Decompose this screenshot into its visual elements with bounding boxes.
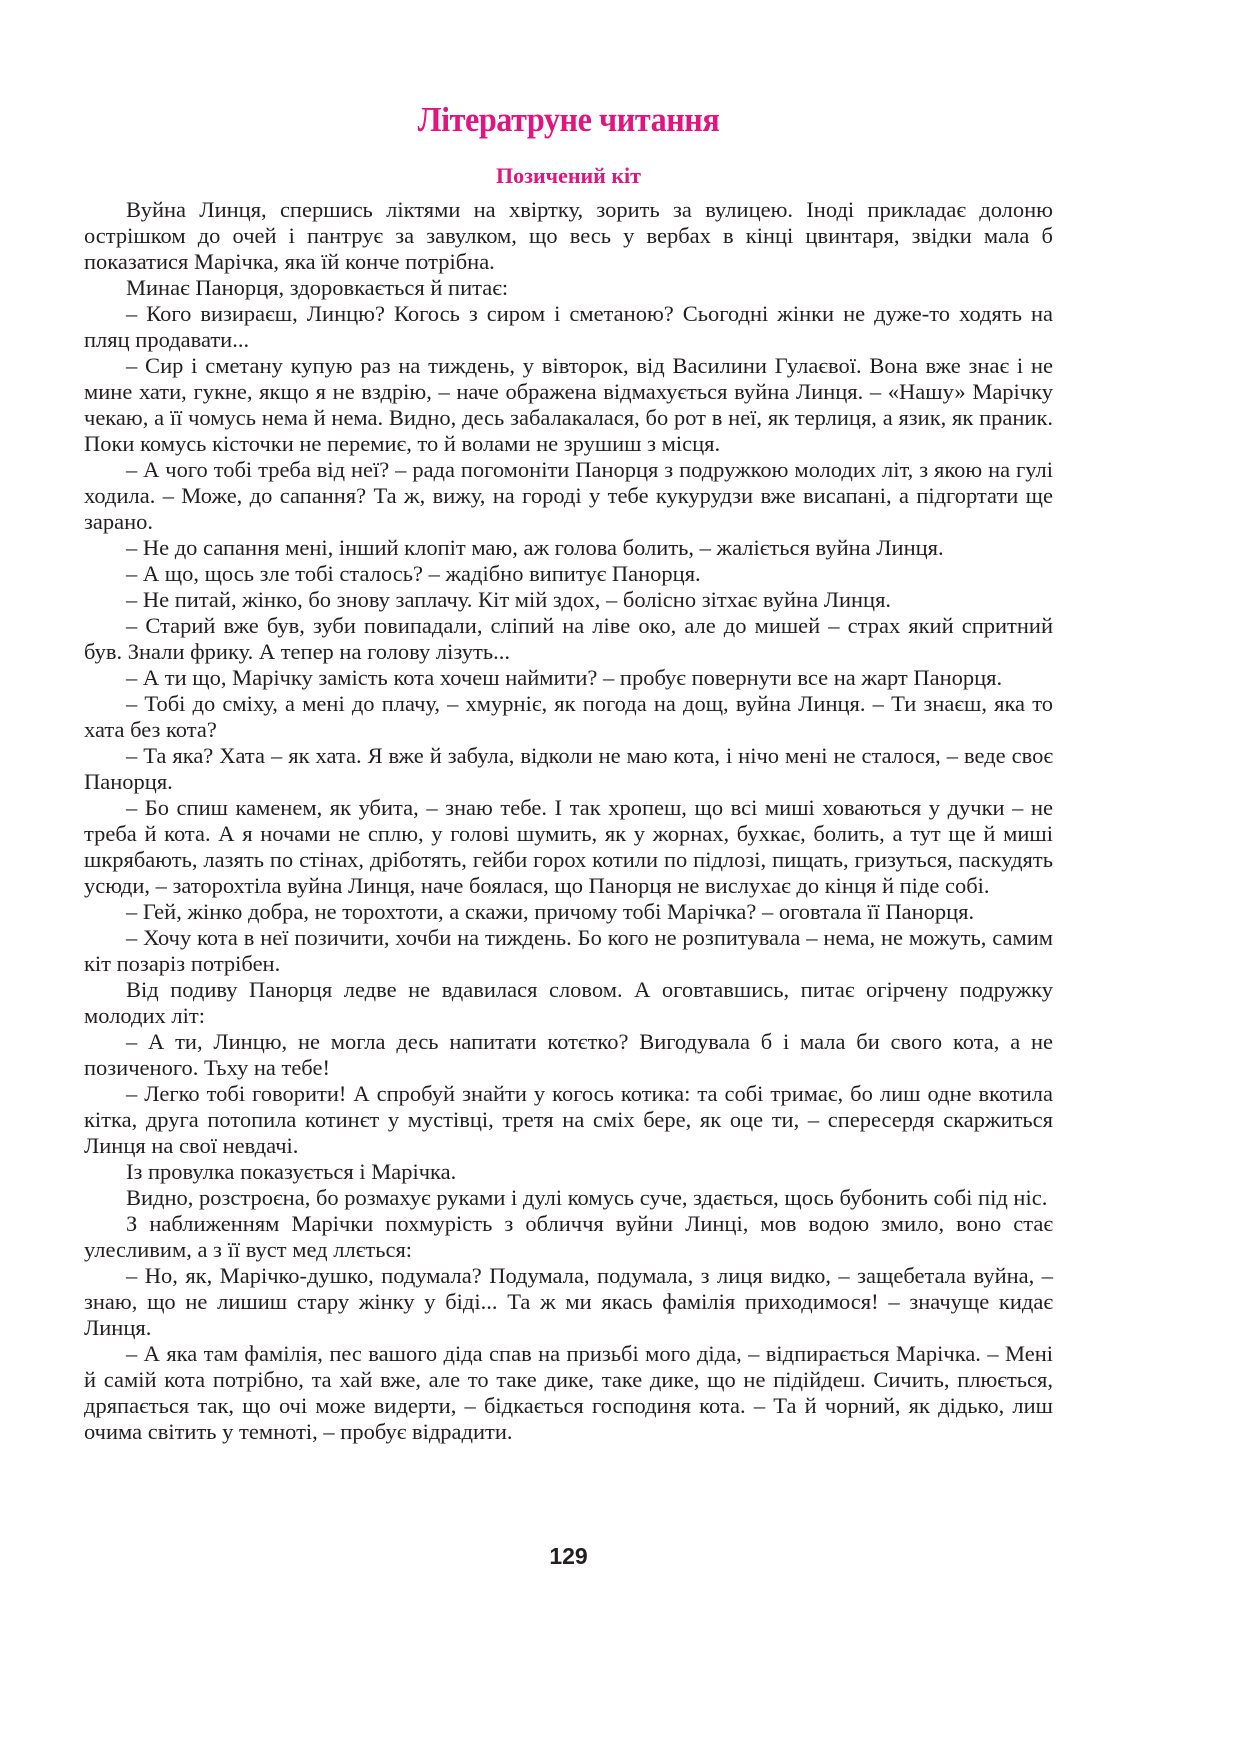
- paragraph: Вуйна Линця, спершись ліктями на хвіртку, зорить за вулицею. Іноді прикладає долоню острішком до очей і пантрує за завулком, що весь у вербах в кінці цвинтаря, звідки мала б показатися Марічка, яка їй конче потрібна.: [84, 197, 1053, 274]
- paragraph: – Гей, жінко добра, не торохтоти, а скажи, причому тобі Марічка? – оговтала її Панорця.: [126, 899, 975, 924]
- paragraph: – А ти, Линцю, не могла десь напитати котєтко? Вигодувала б і мала би свого кота, а не позиченого. Тьху на тебе!: [84, 1029, 1053, 1080]
- paragraph: – Легко тобі говорити! А спробуй знайти у когось котика: та собі тримає, бо лиш одне вкотила кітка, друга потопила котинєт у мустівці, третя на сміх бере, як оце ти, – спересердя скаржиться Линця на свої невдачі.: [84, 1081, 1053, 1158]
- paragraph: – Не до сапання мені, інший клопіт маю, аж голова болить, – жаліється вуйна Линця.: [126, 535, 944, 560]
- paragraph: Із провулка показується і Марічка.: [126, 1159, 457, 1184]
- paragraph: Видно, розстроєна, бо розмахує руками і дулі комусь суче, здається, щось бубонить собі під ніс.: [126, 1185, 1048, 1210]
- paragraph: – Не питай, жінко, бо знову заплачу. Кіт мій здох, – болісно зітхає вуйна Линця.: [126, 587, 892, 612]
- paragraph: – Но, як, Марічко-душко, подумала? Подумала, подумала, з лиця видко, – защебетала вуйна, – знаю, що не лишиш стару жінку у біді... Та ж ми якась фамілія приходимося! – значуще кидає Линця.: [84, 1263, 1053, 1340]
- paragraph: – Та яка? Хата – як хата. Я вже й забула, відколи не маю кота, і нічо мені не сталося, – веде своє Панорця.: [84, 743, 1053, 794]
- paragraph: – Бо спиш каменем, як убита, – знаю тебе. І так хропеш, що всі миші ховаються у дучки – не треба й кота. А я ночами не сплю, у голові шумить, як у жорнах, бухкає, болить, а тут ще й миші шкрябають, лазять по стінах, дріботять, гейби горох котили по підлозі, пищать, гризуться, паскудять усюди, – заторохтіла вуйна Линця, наче боялася, що Панорця не вислухає до кінця й піде собі.: [84, 795, 1053, 898]
- paragraph: – А що, щось зле тобі сталось? – жадібно випитує Панорця.: [126, 561, 701, 586]
- paragraph: Від подиву Панорця ледве не вдавилася словом. А оговтавшись, питає огірчену подружку молодих літ:: [84, 977, 1053, 1028]
- story-body: [84, 197, 1053, 1445]
- paragraph: Минає Панорця, здоровкається й питає:: [126, 275, 509, 300]
- page-title: Літератруне читання: [417, 100, 720, 139]
- paragraph: – Хочу кота в неї позичити, хочби на тиждень. Бо кого не розпитувала – нема, не можуть, самим кіт позаріз потрібен.: [84, 925, 1053, 976]
- page-number: 129: [549, 1543, 588, 1569]
- story-title: Позичений кіт: [496, 163, 641, 188]
- paragraph: – Кого визираєш, Линцю? Когось з сиром і сметаною? Сьогодні жінки не дуже-то ходять на пляц продавати...: [84, 301, 1053, 352]
- paragraph: – А ти що, Марічку замість кота хочеш наймити? – пробує повернути все на жарт Панорця.: [126, 665, 1003, 690]
- paragraph: З наближенням Марічки похмурість з обличчя вуйни Линці, мов водою змило, воно стає улесливим, а з її вуст мед ллється:: [84, 1211, 1053, 1262]
- paragraph: – Старий вже був, зуби повипадали, сліпий на ліве око, але до мишей – страх який спритний був. Знали фрику. А тепер на голову лізуть...: [84, 613, 1053, 664]
- paragraph: – Сир і сметану купую раз на тиждень, у вівторок, від Василини Гулаєвої. Вона вже знає і не мине хати, гукне, якщо я не вздрію, – наче ображена відмахується вуйна Линця. – «Нашу» Марічку чекаю, а її чомусь нема й нема. Видно, десь забалакалася, бо рот в неї, як терлиця, а язик, як праник. Поки комусь кісточки не перемиє, то й волами не зрушиш з місця.: [84, 353, 1053, 456]
- paragraph: – А яка там фамілія, пес вашого діда спав на призьбі мого діда, – відпирається Марічка. – Мені й самій кота потрібно, та хай вже, але то таке дике, таке дике, що не підійдеш. Сичить, плюється, дряпається так, що очі може видерти, – бідкається господиня кота. – Та й чорний, як дідько, лиш очима світить у темноті, – пробує відрадити.: [84, 1341, 1053, 1444]
- paragraph: – А чого тобі треба від неї? – рада погомоніти Панорця з подружкою молодих літ, з якою на гулі ходила. – Може, до сапання? Та ж, вижу, на городі у тебе кукурудзи вже висапані, а підгортати ще зарано.: [84, 457, 1053, 534]
- paragraph: – Тобі до сміху, а мені до плачу, – хмурніє, як погода на дощ, вуйна Линця. – Ти знаєш, яка то хата без кота?: [84, 691, 1053, 742]
